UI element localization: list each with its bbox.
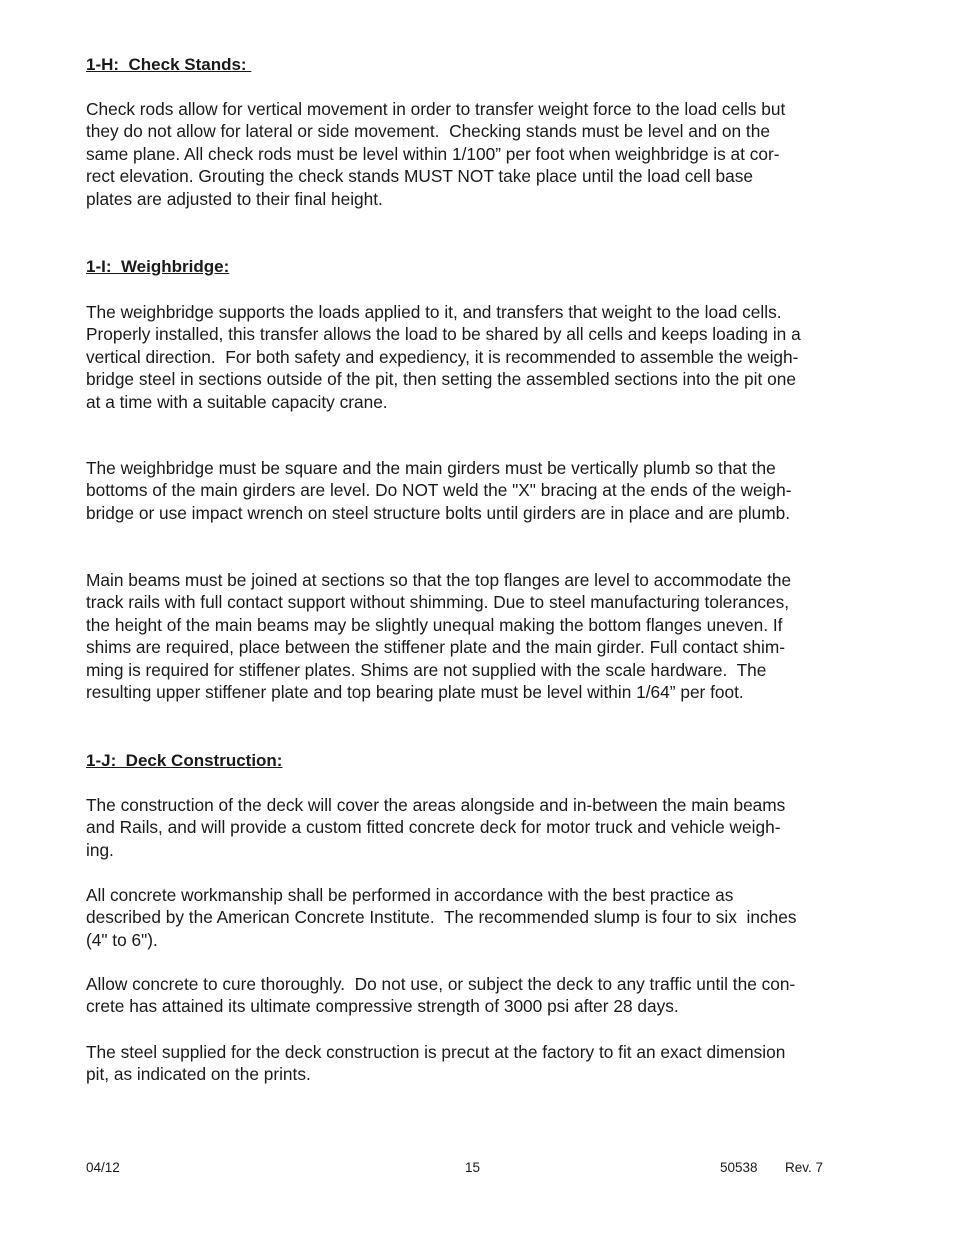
text-line: The steel supplied for the deck construction is precut at the factory to fit an exact dimension	[86, 1042, 786, 1062]
footer-date: 04/12	[86, 1160, 120, 1175]
paragraph-weighbridge-square	[86, 457, 791, 524]
text-line: bridge steel in sections outside of the pit, then setting the assembled sections into the pit one	[86, 369, 796, 390]
text-line: All concrete workmanship shall be performed in accordance with the best practice as	[86, 885, 734, 905]
text-line: Main beams must be joined at sections so that the top flanges are level to accommodate the	[86, 570, 792, 590]
text-line: resulting upper stiffener plate and top bearing plate must be level within 1/64” per foot.	[86, 682, 744, 703]
text-line: (4" to 6").	[86, 929, 158, 950]
paragraph-concrete-cure	[86, 973, 795, 1018]
text-line: Allow concrete to cure thoroughly. Do not use, or subject the deck to any traffic until the con-	[86, 974, 796, 994]
text-line: they do not allow for lateral or side movement. Checking stands must be level and on the	[86, 121, 770, 142]
text-line: same plane. All check rods must be level within 1/100” per foot when weighbridge is at cor-	[86, 143, 780, 164]
text-line: and Rails, and will provide a custom fitted concrete deck for motor truck and vehicle weigh-	[86, 817, 781, 838]
text-line: The construction of the deck will cover the areas alongside and in-between the main beams	[86, 795, 786, 815]
section-heading-weighbridge: 1-I: Weighbridge:	[86, 257, 230, 276]
paragraph-main-beams	[86, 569, 791, 703]
paragraph-check-rods	[86, 98, 785, 210]
text-line: bottoms of the main girders are level. Do NOT weld the "X" bracing at the ends of the weigh-	[86, 480, 792, 501]
text-line: plates are adjusted to their final height.	[86, 188, 383, 209]
text-line: the height of the main beams may be slightly unequal making the bottom flanges uneven. If	[86, 614, 783, 635]
text-line: The weighbridge must be square and the main girders must be vertically plumb so that the	[86, 458, 776, 478]
text-line: The weighbridge supports the loads applied to it, and transfers that weight to the load cells.	[86, 302, 782, 322]
text-line: bridge or use impact wrench on steel structure bolts until girders are in place and are plumb.	[86, 502, 791, 523]
text-line: vertical direction. For both safety and expediency, it is recommended to assemble the weigh-	[86, 346, 799, 367]
footer-revision: Rev. 7	[785, 1160, 824, 1175]
section-heading-deck-construction: 1-J: Deck Construction:	[86, 751, 283, 770]
text-line: shims are required, place between the stiffener plate and the main girder. Full contact shim-	[86, 637, 785, 658]
section-heading-check-stands: 1-H: Check Stands:	[86, 55, 252, 74]
paragraph-concrete-workmanship	[86, 884, 796, 951]
text-line: rect elevation. Grouting the check stands MUST NOT take place until the load cell base	[86, 166, 753, 187]
paragraph-weighbridge-supports	[86, 301, 801, 413]
text-line: described by the American Concrete Institute. The recommended slump is four to six inches	[86, 907, 797, 928]
text-line: ing.	[86, 839, 114, 860]
footer-doc-number: 50538	[720, 1160, 758, 1175]
text-line: crete has attained its ultimate compressive strength of 3000 psi after 28 days.	[86, 996, 679, 1017]
paragraph-deck-construction	[86, 794, 785, 861]
footer-page-number: 15	[465, 1160, 481, 1175]
text-line: Properly installed, this transfer allows the load to be shared by all cells and keeps loading in a	[86, 324, 801, 345]
text-line: ming is required for stiffener plates. Shims are not supplied with the scale hardware. The	[86, 659, 767, 680]
paragraph-deck-steel	[86, 1041, 785, 1086]
text-line: Check rods allow for vertical movement in order to transfer weight force to the load cells but	[86, 99, 786, 119]
text-line: pit, as indicated on the prints.	[86, 1064, 311, 1085]
text-line: at a time with a suitable capacity crane.	[86, 391, 388, 412]
text-line: track rails with full contact support without shimming. Due to steel manufacturing tolerances,	[86, 592, 790, 613]
